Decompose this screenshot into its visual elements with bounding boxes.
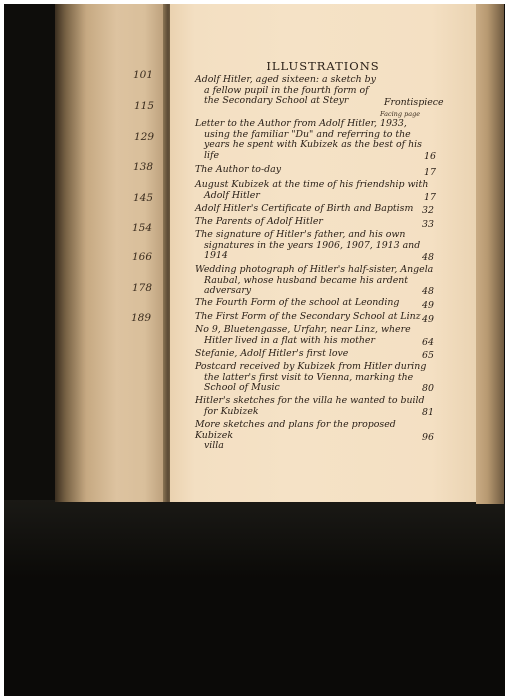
illustration-entry — [195, 325, 435, 346]
illustration-entry — [195, 230, 435, 262]
entry-page: 49 — [422, 300, 434, 311]
left-page-number: 101 — [133, 69, 154, 81]
page-heading: ILLUSTRATIONS — [266, 59, 380, 73]
entry-line: School of Music — [204, 382, 280, 394]
illustration-entry — [195, 362, 435, 394]
entry-line: No 9, Bluetengasse, Urfahr, near Linz, where — [195, 324, 411, 335]
left-page-number: 166 — [132, 251, 153, 263]
illustration-entry — [195, 349, 435, 360]
entry-line: adversary — [204, 285, 252, 297]
entry-line: Adolf Hitler's Certificate of Birth and Baptism — [195, 203, 414, 214]
illustration-entry — [195, 119, 435, 161]
illustration-entry — [195, 180, 435, 201]
illustration-entry — [195, 396, 435, 417]
entry-line: the latter's first visit to Vienna, marking the — [204, 371, 414, 383]
entry-line: The First Form of the Secondary School at Linz — [195, 311, 421, 322]
entry-line: a fellow pupil in the fourth form of — [204, 84, 369, 96]
left-page-number: 145 — [133, 192, 154, 204]
entry-page: 80 — [422, 383, 434, 394]
illustration-entry — [195, 312, 435, 323]
entry-page: 33 — [422, 219, 434, 230]
entry-line: Letter to the Author from Adolf Hitler, 1933, — [195, 118, 407, 129]
entry-page: 17 — [424, 167, 436, 178]
illustration-entry — [195, 204, 435, 215]
entry-page: 48 — [422, 252, 434, 263]
illustration-entry — [195, 165, 435, 176]
shadow-area — [4, 500, 505, 696]
entry-page: 81 — [422, 407, 434, 418]
entry-page: 65 — [422, 350, 434, 361]
entry-line: signatures in the years 1906, 1907, 1913 and — [204, 239, 421, 251]
entry-page: 49 — [422, 314, 434, 325]
entry-page: 17 — [424, 192, 436, 203]
facing-page-label: Facing page — [380, 110, 421, 118]
entry-line: life — [204, 149, 220, 161]
page-edges — [476, 4, 504, 504]
left-page-number: 129 — [134, 131, 155, 143]
entry-line: The signature of Hitler's father, and his own — [195, 229, 406, 240]
entry-page: 96 — [422, 432, 434, 443]
entry-line: 1914 — [204, 250, 228, 262]
entry-line: More sketches and plans for the proposed Kubizek — [195, 419, 396, 441]
entry-page: 32 — [422, 205, 434, 216]
entry-line: The Parents of Adolf Hitler — [195, 216, 323, 227]
illustration-entry — [195, 217, 435, 228]
entry-line: Raubal, whose husband became his ardent — [204, 274, 409, 286]
entry-line: Postcard received by Kubizek from Hitler during — [195, 361, 427, 372]
entry-line: for Kubizek — [204, 405, 259, 417]
entry-line: August Kubizek at the time of his friendship with — [195, 179, 429, 190]
entry-line: Adolf Hitler, aged sixteen: a sketch by — [195, 74, 376, 85]
left-page-number: 178 — [132, 282, 153, 294]
entry-line: years he spent with Kubizek as the best of his — [204, 139, 422, 151]
illustration-entry — [195, 298, 435, 309]
entry-line: The Fourth Form of the school at Leonding — [195, 297, 400, 308]
entry-page: 48 — [422, 286, 434, 297]
entry-line: Adolf Hitler — [204, 189, 260, 201]
left-page-number: 154 — [132, 222, 153, 234]
entry-page: 64 — [422, 337, 434, 348]
left-page-number: 138 — [133, 161, 154, 173]
entry-page: 16 — [424, 151, 436, 162]
entry-line: The Author to-day — [195, 164, 282, 175]
entry-line: the Secondary School at Steyr — [204, 95, 349, 107]
illustration-entry — [195, 420, 435, 452]
entry-line: villa — [204, 440, 224, 452]
entry-line: Wedding photograph of Hitler's half-sister, Angela — [195, 264, 434, 275]
entry-line: Hitler's sketches for the villa he wanted to build — [195, 395, 425, 406]
entry-line: using the familiar "Du" and referring to the — [204, 128, 411, 140]
entry-page: Frontispiece — [384, 97, 444, 108]
entry-line: Stefanie, Adolf Hitler's first love — [195, 348, 349, 359]
illustration-entry — [195, 265, 435, 297]
left-page-number: 189 — [131, 312, 152, 324]
left-page-number: 115 — [134, 100, 155, 112]
entry-line: Hitler lived in a flat with his mother — [204, 334, 375, 346]
